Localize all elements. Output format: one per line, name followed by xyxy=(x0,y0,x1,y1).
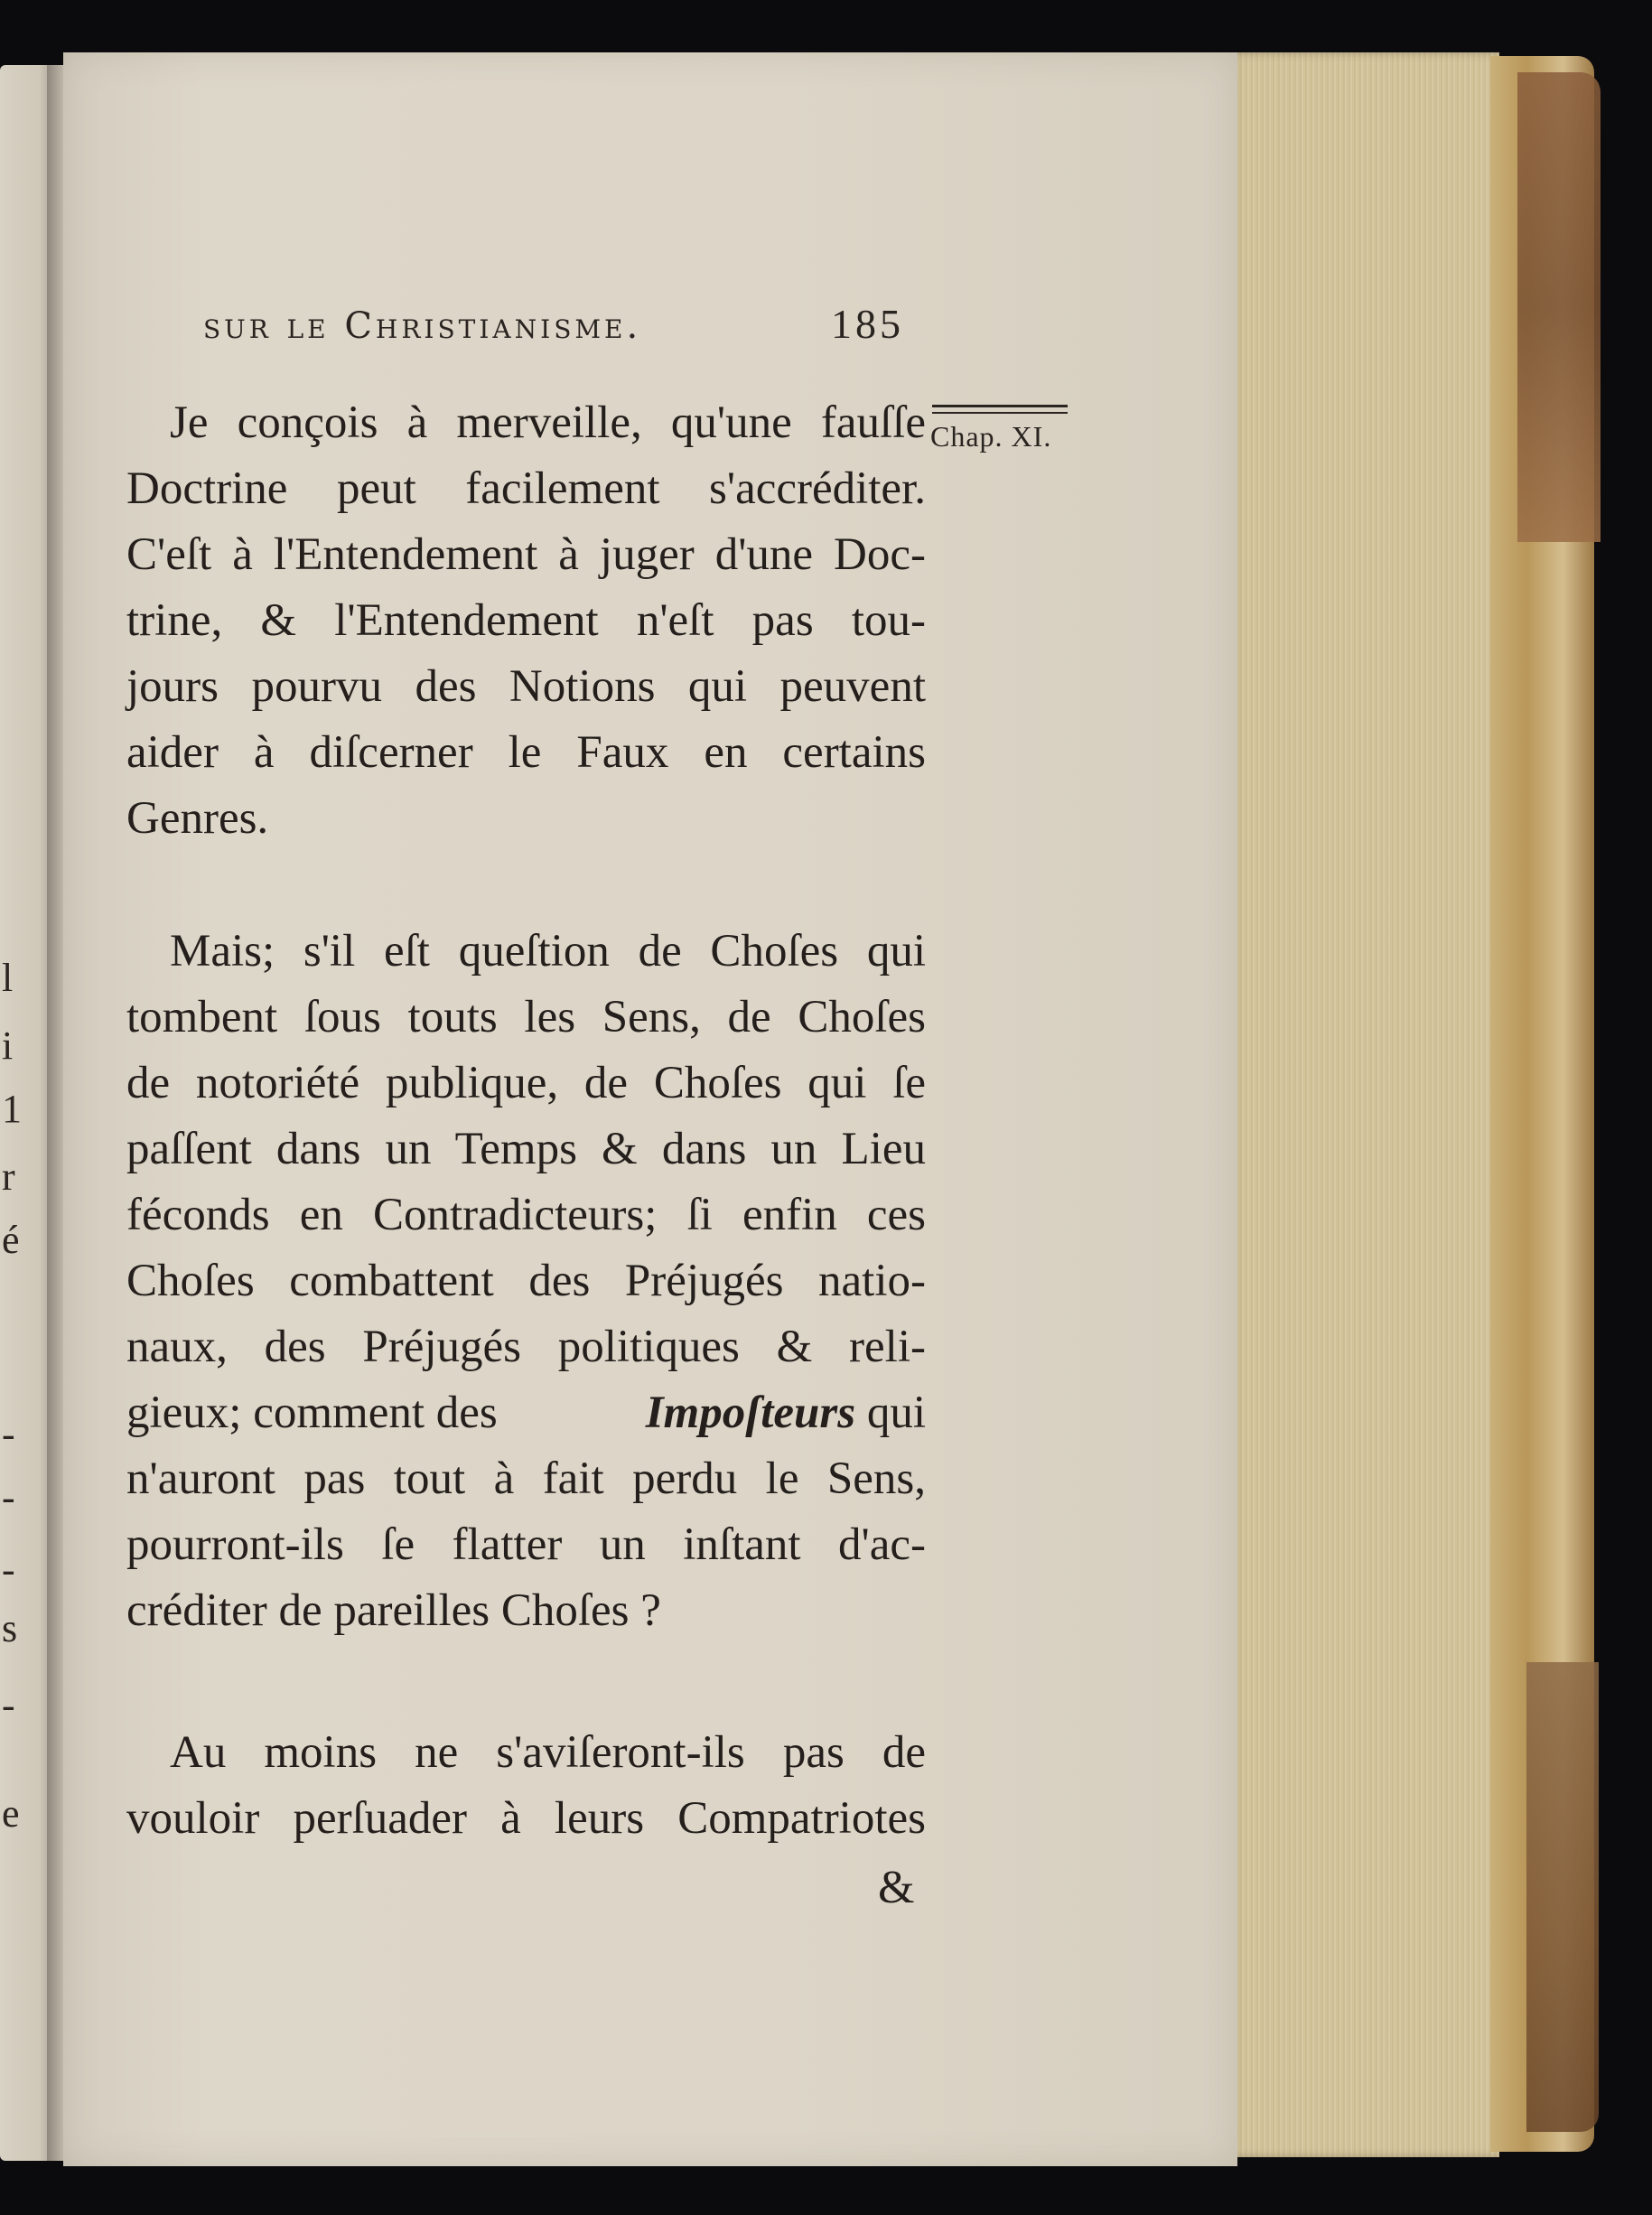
left-page-fragment: r xyxy=(2,1154,15,1199)
left-page-fragment: l xyxy=(2,956,14,1000)
text-line: n'auront pas tout à fait perdu le Sens, xyxy=(126,1453,926,1504)
text-line-start: gieux; comment des xyxy=(126,1388,498,1438)
leather-corner-top xyxy=(1517,72,1601,542)
page-number: 185 xyxy=(831,301,904,347)
catchword: & xyxy=(878,1862,915,1913)
left-page-fragment: s xyxy=(2,1606,18,1650)
left-page-fragment: - xyxy=(2,1412,15,1456)
text-line: de notoriété publique, de Choſes qui ſe xyxy=(126,1058,926,1108)
left-page-fragment: - xyxy=(2,1475,15,1519)
leather-corner-bottom xyxy=(1526,1662,1599,2132)
left-page-fragment: i xyxy=(2,1023,14,1068)
text-line: Au moins ne s'aviſeront-ils pas de xyxy=(170,1727,926,1778)
text-line-end: qui xyxy=(855,1388,926,1438)
left-page-fragment: - xyxy=(2,1547,15,1592)
left-page-fragment: é xyxy=(2,1218,20,1262)
left-page-fragment: - xyxy=(2,1683,15,1727)
emphasized-word: Impoſteurs xyxy=(645,1388,856,1438)
page-block-edge xyxy=(1228,52,1499,2157)
text-line: paſſent dans un Temps & dans un Lieu xyxy=(126,1124,926,1174)
text-line: Choſes combattent des Préjugés natio- xyxy=(126,1256,926,1306)
text-line: créditer de pareilles Choſes ? xyxy=(126,1585,661,1636)
text-line: aider à diſcerner le Faux en certains xyxy=(126,727,926,778)
margin-rule xyxy=(932,405,1068,407)
text-line: naux, des Préjugés politiques & reli- xyxy=(126,1322,926,1372)
text-line: Genres. xyxy=(126,793,269,844)
chapter-margin-note: Chap. XI. xyxy=(930,420,1052,453)
text-line: pourront-ils ſe flatter un inſtant d'ac- xyxy=(126,1519,926,1570)
left-page-fragment: 1 xyxy=(2,1087,22,1131)
text-line: féconds en Contradicteurs; ſi enfin ces xyxy=(126,1190,926,1240)
text-line: jours pourvu des Notions qui peuvent xyxy=(126,661,926,712)
text-line: tombent ſous touts les Sens, de Choſes xyxy=(126,992,926,1042)
text-line: Mais; s'il eſt queſtion de Choſes qui xyxy=(170,926,926,977)
text-line: C'eſt à l'Entendement à juger d'une Doc- xyxy=(126,529,926,580)
text-line: trine, & l'Entendement n'eſt pas tou- xyxy=(126,595,926,646)
margin-rule xyxy=(932,412,1068,414)
running-head xyxy=(203,305,926,347)
text-line: Doctrine peut facilement s'accréditer. xyxy=(126,463,926,514)
left-page-fragment: e xyxy=(2,1791,20,1836)
text-line: Je conçois à merveille, qu'une fauſſe xyxy=(170,397,926,448)
running-head-title: sur le Christianisme. xyxy=(203,305,642,347)
text-line: vouloir perſuader à leurs Compatriotes xyxy=(126,1793,926,1844)
text-line-with-emphasis xyxy=(126,1386,926,1440)
